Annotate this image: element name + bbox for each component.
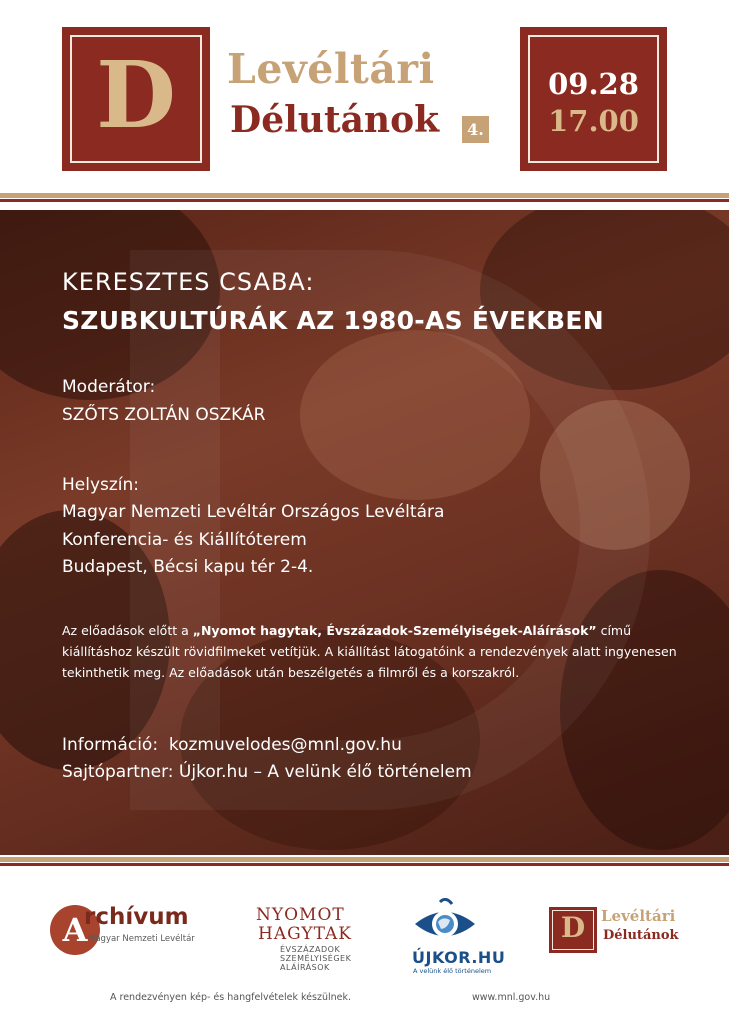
ujkor-eye-icon: [410, 898, 480, 946]
ujkor-logo-name: ÚJKOR.HU: [412, 948, 506, 967]
venue-line-3: Budapest, Bécsi kapu tér 2-4.: [62, 557, 314, 577]
event-date: 09.28: [548, 67, 639, 101]
speaker-name: KERESZTES CSABA:: [62, 268, 315, 296]
talk-title: SZUBKULTÚRÁK AZ 1980-AS ÉVEKBEN: [62, 306, 604, 335]
archivum-logo-subtitle: Magyar Nemzeti Levéltár: [88, 934, 195, 944]
info-line: [62, 735, 402, 755]
ujkor-logo-subtitle: A velünk élő történelem: [413, 967, 492, 975]
leveltari-logo-letter: D: [560, 911, 586, 944]
nyomot-sub-3: ALÁÍRÁSOK: [280, 963, 330, 972]
archivum-letter: A: [62, 911, 88, 949]
nyomot-sub-1: ÉVSZÁZADOK: [280, 945, 341, 954]
info-email-link[interactable]: kozmuvelodes@mnl.gov.hu: [168, 735, 402, 755]
description-pre: Az előadások előtt a: [62, 623, 193, 638]
nyomot-sub-2: SZEMÉLYISÉGEK: [280, 954, 352, 963]
nyomot-logo-line2: HAGYTAK: [258, 924, 352, 944]
leveltari-logo-icon: [549, 907, 597, 953]
venue-line-1: Magyar Nemzeti Levéltár Országos Levéltára: [62, 502, 445, 522]
moderator-label: Moderátor:: [62, 377, 156, 397]
series-title-line2: Délutánok: [230, 99, 440, 141]
event-description: [62, 620, 682, 683]
footer-divider-tan: [0, 857, 729, 862]
archivum-logo-name: rchívum: [84, 904, 189, 930]
press-partner-line: Sajtópartner: Újkor.hu – A velünk élő történelem: [62, 762, 472, 782]
venue-line-2: Konferencia- és Kiállítóterem: [62, 530, 307, 550]
recording-notice: A rendezvényen kép- és hangfelvételek készülnek.: [110, 992, 351, 1003]
logo-letter: D: [96, 41, 176, 149]
edition-badge: 4.: [462, 116, 489, 143]
leveltari-logo-line2: Délutánok: [603, 928, 679, 943]
header-logo-box: [62, 27, 210, 171]
date-box: [520, 27, 667, 171]
leveltari-logo-line1: Levéltári: [601, 907, 676, 925]
description-post: című kiállításhoz készült rövidfilmeket vetítjük. A kiállítást látogatóink a rendezvények alatt ingyenesen tekinthetik meg. Az előadások után beszélgetés a filmről és a korszakról.: [62, 623, 677, 680]
exhibition-title: „Nyomot hagytak, Évszázadok-Személyiségek-Aláírások”: [192, 623, 597, 638]
info-label: Információ:: [62, 735, 159, 755]
venue-label: Helyszín:: [62, 475, 140, 495]
series-title-line1: Levéltári: [227, 45, 435, 93]
event-time: 17.00: [548, 104, 639, 138]
footer-divider-red: [0, 863, 729, 866]
website-link[interactable]: www.mnl.gov.hu: [472, 992, 551, 1003]
header-divider-tan: [0, 193, 729, 198]
header-divider-red: [0, 199, 729, 202]
moderator-name: SZŐTS ZOLTÁN OSZKÁR: [62, 405, 266, 425]
nyomot-logo-line1: NYOMOT: [256, 905, 345, 925]
nyomot-logo-subtitle: [280, 945, 351, 972]
